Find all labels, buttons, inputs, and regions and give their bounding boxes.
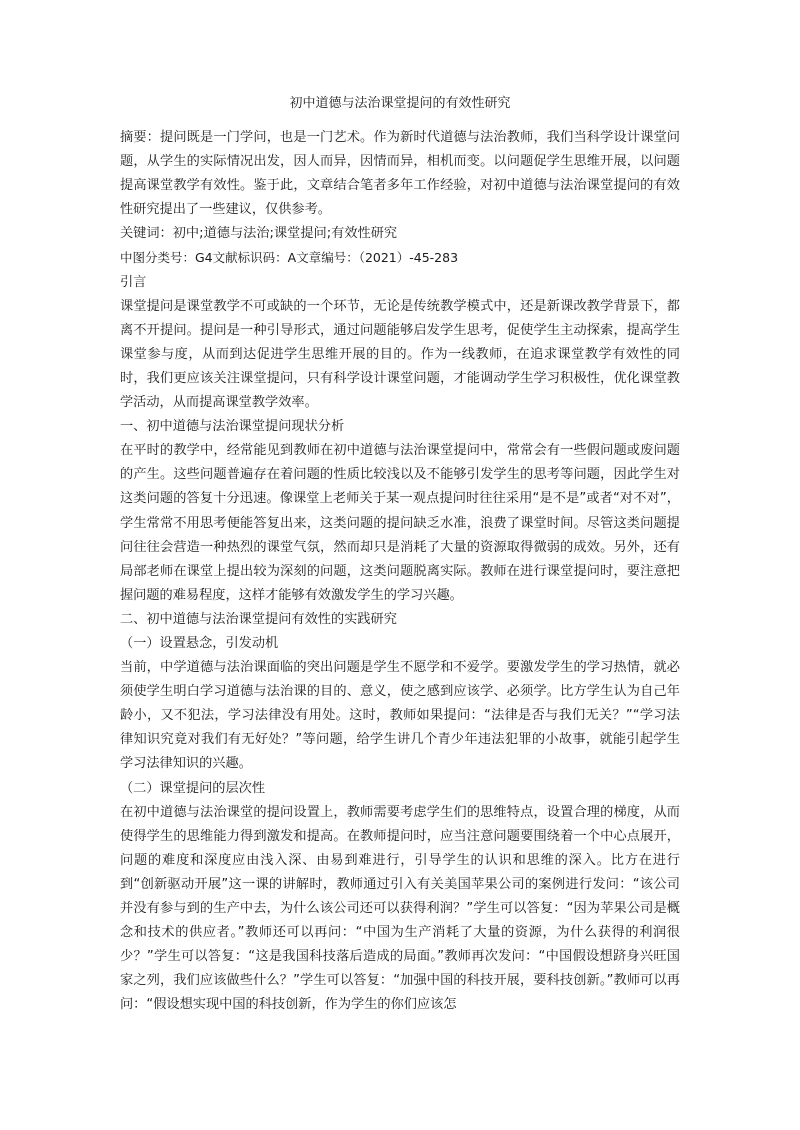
subsection2-paragraph: 在初中道德与法治课堂的提问设置上，教师需要考虑学生们的思维特点，设置合理的梯度，从而使得学生的思维能力得到激发和提高。在教师提问时，应当注意问题要围绕着一个中心点展开，问题的难度和深度应由浅入深、由易到难进行，引导学生的认识和思维的深入。比方在进行到“创新驱动开展”这一课的讲解时，教师通过引入有关美国苹果公司的案例进行发问：“该公司并没有参与到的生产中去，为什么该公司还可以获得利润？”学生可以答复：“因为苹果公司是概念和技术的供应者。”教师还可以再问：“中国为生产消耗了大量的资源，为什么获得的利润很少？”学生可以答复：“这是我国科技落后造成的局面。”教师再次发问：“中国假设想跻身兴旺国家之列，我们应该做些什么？”学生可以答复：“加强中国的科技开展，要科技创新。”教师可以再问：“假设想实现中国的科技创新，作为学生的你们应该怎 bbox=[120, 804, 680, 1013]
subsection1-paragraph: 当前，中学道德与法治课面临的突出问题是学生不愿学和不爱学。要激发学生的学习热情，就必须使学生明白学习道德与法治课的目的、意义，使之感到应该学、必须学。比方学生认为自己年龄小，又不犯法，学习法律没有用处。这时，教师如果提问：“法律是否与我们无关？”“学习法律知识究竟对我们有无好处？”等问题，给学生讲几个青少年违法犯罪的小故事，就能引起学生学习法律知识的兴趣。 bbox=[120, 660, 680, 772]
section2-heading: 二、初中道德与法治课堂提问有效性的实践研究 bbox=[120, 611, 397, 627]
subsection1-heading: （一）设置悬念，引发动机 bbox=[120, 635, 279, 651]
section1-heading: 一、初中道德与法治课堂提问现状分析 bbox=[120, 419, 345, 435]
classification-line: 中图分类号：G4文献标识码：A文章编号：（2021）-45-283 bbox=[120, 250, 459, 266]
intro-heading: 引言 bbox=[120, 274, 147, 290]
document-page bbox=[120, 94, 680, 1017]
subsection2-heading: （二）课堂提问的层次性 bbox=[120, 780, 266, 796]
keywords-line: 关键词：初中;道德与法治;课堂提问;有效性研究 bbox=[120, 226, 398, 242]
document-title: 初中道德与法治课堂提问的有效性研究 bbox=[289, 96, 511, 111]
abstract-paragraph: 摘要：提问既是一门学问，也是一门艺术。作为新时代道德与法治教师，我们当科学设计课堂问题，从学生的实际情况出发，因人而异，因情而异，相机而变。以问题促学生思维开展，以问题提高课堂教学有效性。鉴于此，文章结合笔者多年工作经验，对初中道德与法治课堂提问的有效性研究提出了一些建议，仅供参考。 bbox=[120, 130, 680, 218]
section1-paragraph: 在平时的教学中，经常能见到教师在初中道德与法治课堂提问中，常常会有一些假问题或废问题的产生。这些问题普遍存在着问题的性质比较浅以及不能够引发学生的思考等问题，因此学生对这类问题的答复十分迅速。像课堂上老师关于某一观点提问时往往采用“是不是”或者“对不对”，学生常常不用思考便能答复出来，这类问题的提问缺乏水准，浪费了课堂时间。尽管这类问题提问往往会营造一种热烈的课堂气氛，然而却只是消耗了大量的资源取得微弱的成效。另外，还有局部老师在课堂上提出较为深刻的问题，这类问题脱离实际。教师在进行课堂提问时，要注意把握问题的难易程度，这样才能够有效激发学生的学习兴趣。 bbox=[120, 443, 680, 603]
intro-paragraph: 课堂提问是课堂教学不可或缺的一个环节，无论是传统教学模式中，还是新课改教学背景下，都离不开提问。提问是一种引导形式，通过问题能够启发学生思考，促使学生主动探索，提高学生课堂参与度，从而到达促进学生思维开展的目的。作为一线教师，在追求课堂教学有效性的同时，我们更应该关注课堂提问，只有科学设计课堂问题，才能调动学生学习积极性，优化课堂教学活动，从而提高课堂教学效率。 bbox=[120, 298, 680, 411]
